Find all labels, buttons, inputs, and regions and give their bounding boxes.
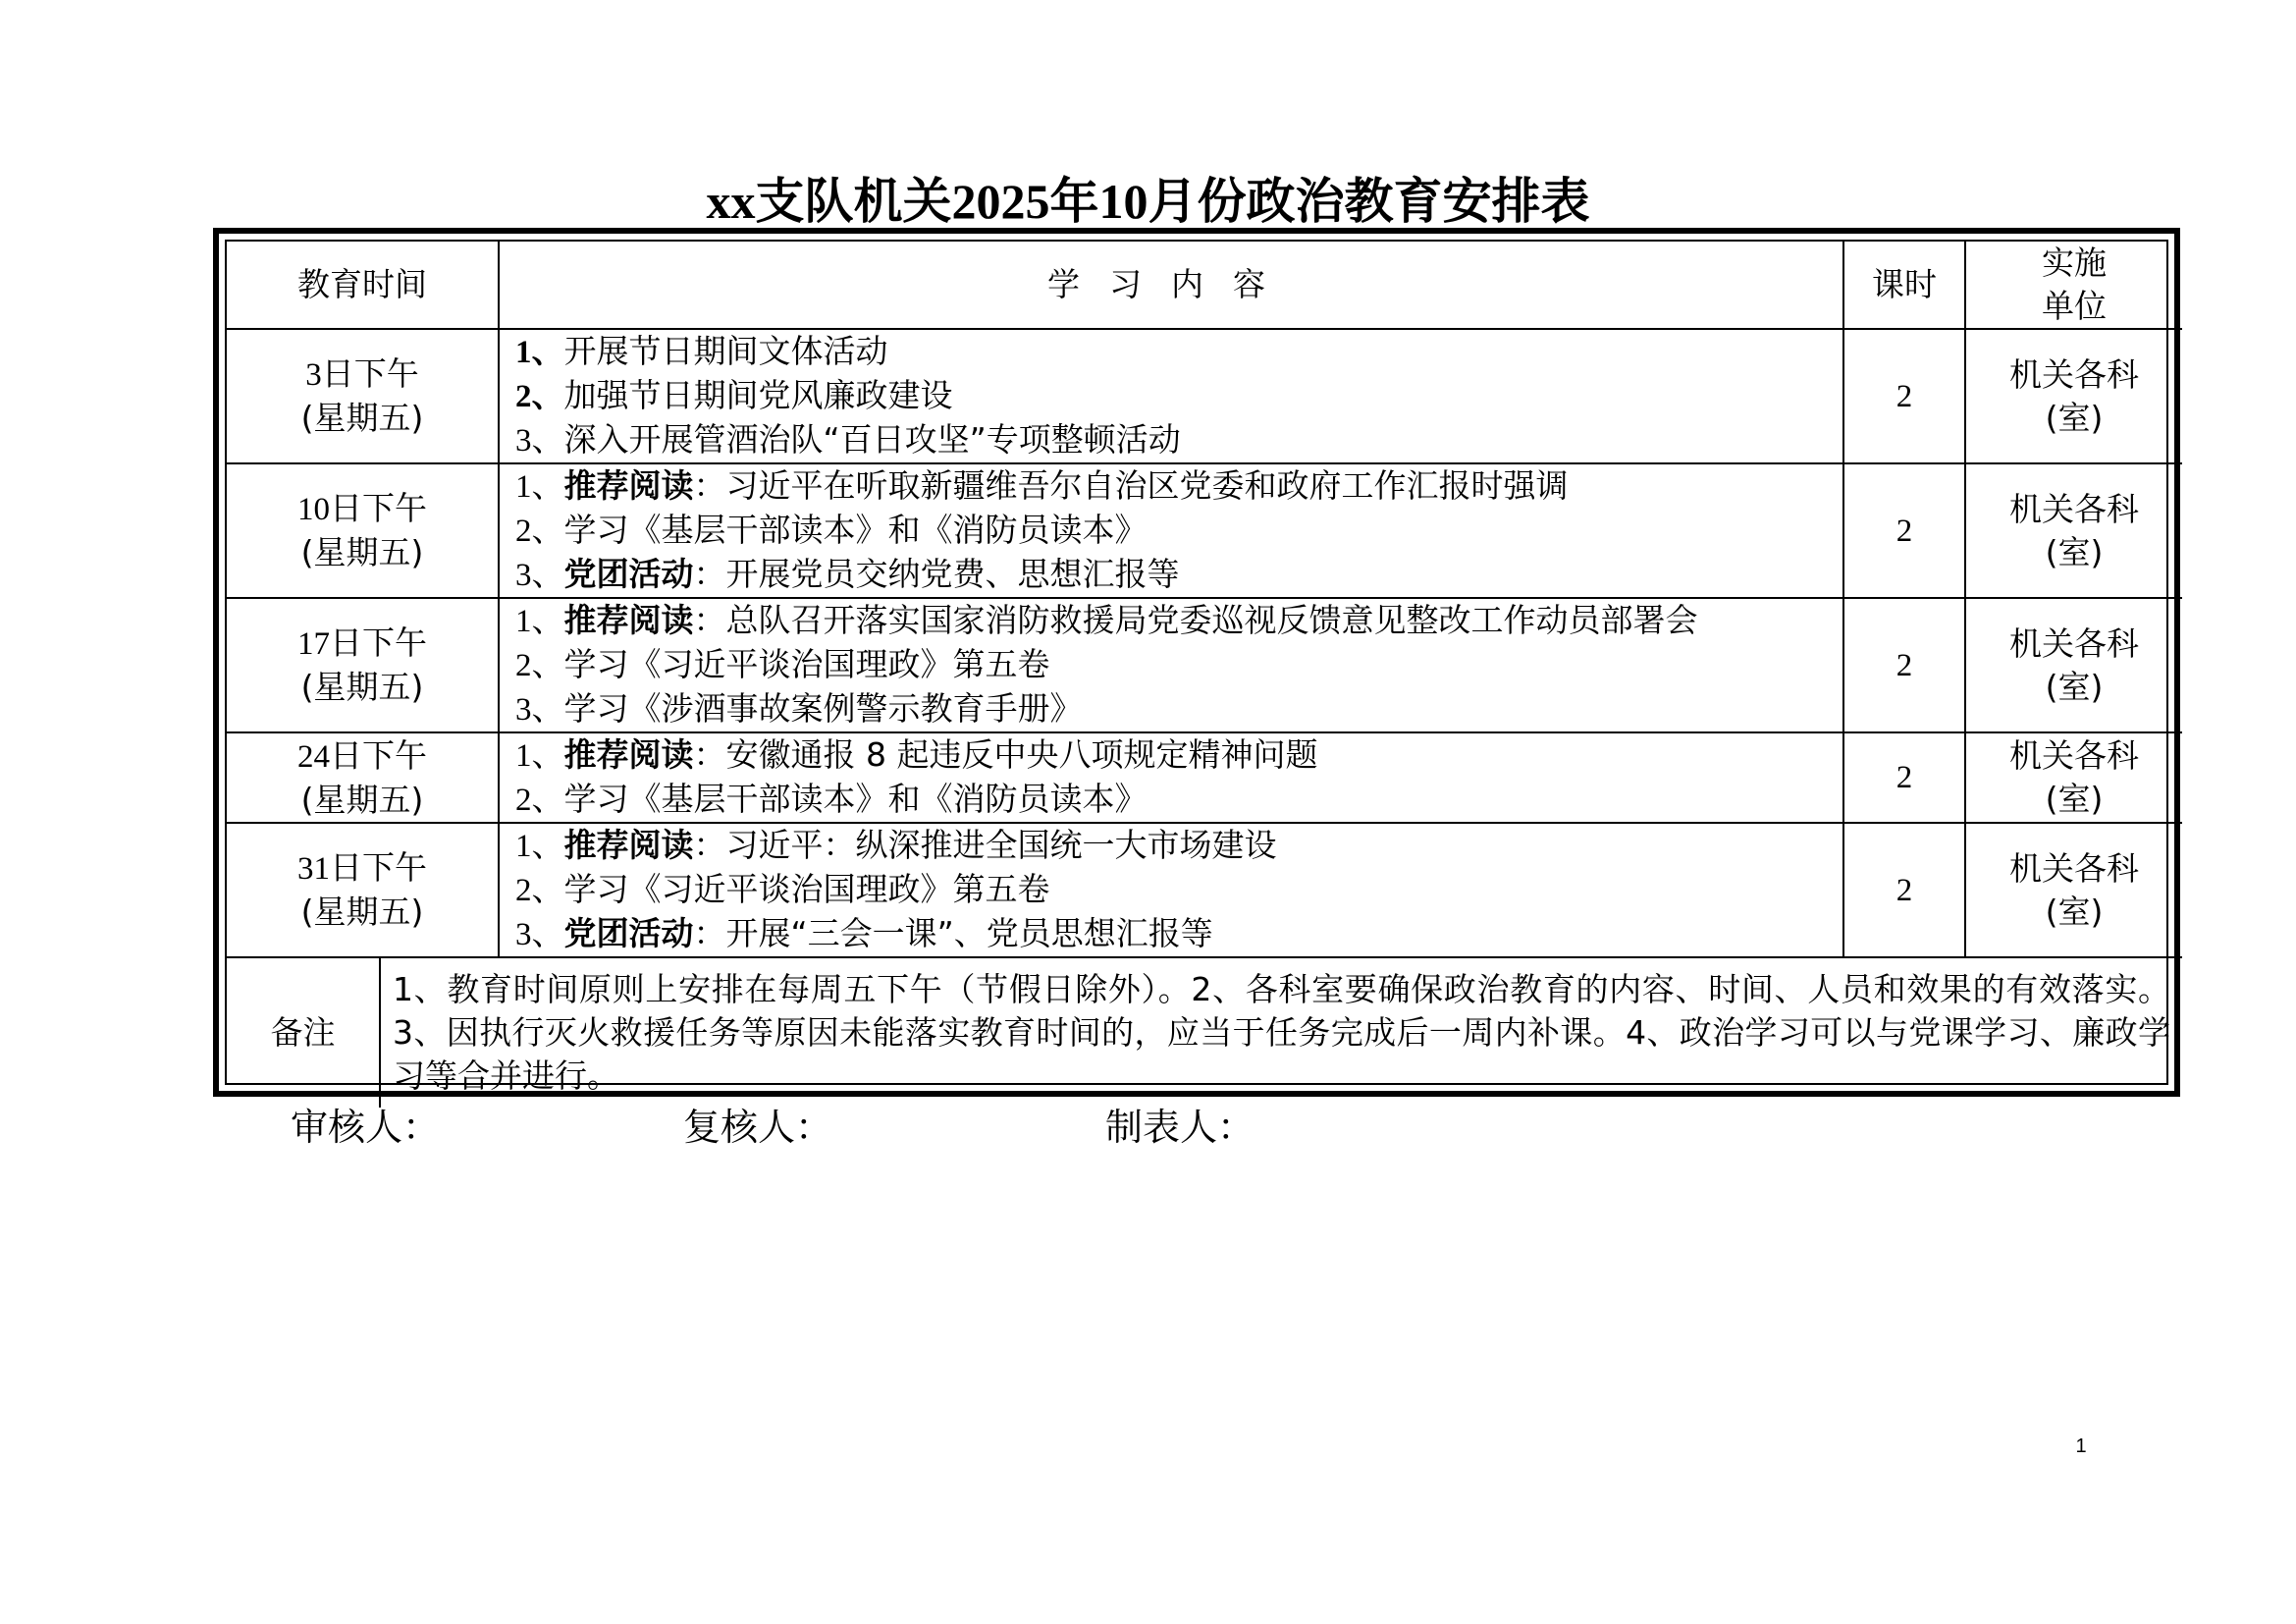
item-label: 推荐阅读 (563, 826, 694, 864)
header-content: 学习内容 (499, 242, 1843, 329)
item-label: 党团活动 (563, 914, 694, 952)
content-cell (499, 732, 1843, 823)
item-separator: 、 (531, 420, 564, 459)
unit-cell (1965, 732, 2182, 823)
item-text: ：开展党员交纳党费、思想汇报等 (693, 555, 1180, 593)
schedule-table-inner-frame (225, 240, 2170, 1095)
time-cell (227, 463, 499, 598)
unit-cell (1965, 823, 2182, 957)
item-number: 3 (515, 917, 532, 952)
item-label: 推荐阅读 (563, 466, 694, 505)
weekday: (星期五) (300, 893, 424, 931)
unit-line1: 机关各科 (2009, 489, 2139, 528)
unit-cell (1965, 463, 2182, 598)
unit-line1: 机关各科 (2009, 354, 2139, 394)
item-number: 1 (515, 335, 532, 370)
content-item (515, 418, 1842, 462)
item-separator: 、 (531, 332, 564, 370)
unit-line2: (室) (2045, 780, 2104, 818)
item-separator: 、 (531, 376, 564, 414)
content-item (515, 553, 1842, 597)
document-title (0, 167, 2296, 236)
item-label: 推荐阅读 (563, 601, 694, 639)
time-cell (227, 732, 499, 823)
item-number: 3 (515, 692, 532, 728)
notes-row (227, 957, 2182, 1108)
day-suffix: 日下午 (330, 735, 427, 775)
table-row (227, 823, 2182, 957)
hours-cell: 2 (1843, 463, 1965, 598)
content-item (515, 868, 1842, 912)
table-row (227, 329, 2182, 463)
content-item (515, 912, 1842, 956)
unit-cell (1965, 598, 2182, 732)
item-separator: 、 (531, 826, 564, 864)
unit-line2: (室) (2045, 892, 2104, 931)
content-item (515, 374, 1842, 418)
weekday: (星期五) (300, 533, 424, 571)
item-label: 党团活动 (563, 555, 694, 593)
unit-cell (1965, 329, 2182, 463)
item-text: ：安徽通报 8 起违反中央八项规定精神问题 (693, 735, 1318, 774)
day-suffix: 日下午 (330, 489, 427, 527)
content-item (515, 824, 1842, 868)
item-text: ：开展“三会一课”、党员思想汇报等 (693, 914, 1213, 952)
item-separator: 、 (531, 780, 564, 818)
notes-text: 1、教育时间原则上安排在每周五下午（节假日除外）。2、各科室要确保政治教育的内容、时间、人员和效果的有效落实。3、因执行灭火救援任务等原因未能落实教育时间的，应当于任务完成后一周内补课。4、政治学习可以与党课学习、廉政学习等合并进行。 (380, 957, 2182, 1108)
item-number: 3 (515, 558, 532, 593)
item-number: 2 (515, 783, 532, 818)
title-part3: 月份政治教育安排表 (1148, 173, 1590, 230)
time-cell (227, 823, 499, 957)
signature-line (0, 1098, 2296, 1157)
weekday: (星期五) (300, 668, 424, 706)
item-separator: 、 (531, 511, 564, 549)
weekday: (星期五) (300, 780, 424, 819)
hours-cell: 2 (1843, 598, 1965, 732)
item-separator: 、 (531, 689, 564, 728)
item-text: 学习《基层干部读本》和《消防员读本》 (563, 511, 1148, 549)
page-number: 1 (2075, 1435, 2087, 1457)
title-part2: 年 (1049, 173, 1099, 230)
title-part1: 支队机关 (755, 173, 952, 230)
item-text: 加强节日期间党风廉政建设 (563, 376, 953, 414)
content-item (515, 330, 1842, 374)
item-text: 学习《习近平谈治国理政》第五卷 (563, 870, 1050, 908)
header-unit-line2: 单位 (2042, 287, 2107, 325)
schedule-table (227, 242, 2182, 1108)
content-item (515, 778, 1842, 822)
item-text: ：习近平：纵深推进全国统一大市场建设 (693, 826, 1277, 864)
content-item (515, 643, 1842, 687)
table-header-row (227, 242, 2182, 329)
unit-line2: (室) (2045, 667, 2104, 706)
schedule-table-frame (213, 228, 2180, 1097)
item-text: 学习《基层干部读本》和《消防员读本》 (563, 780, 1148, 818)
content-cell (499, 598, 1843, 732)
unit-line1: 机关各科 (2009, 848, 2139, 888)
weekday: (星期五) (300, 399, 424, 437)
unit-line1: 机关各科 (2009, 623, 2139, 663)
unit-line1: 机关各科 (2009, 736, 2139, 775)
unit-line2: (室) (2045, 398, 2104, 437)
item-text: ：习近平在听取新疆维吾尔自治区党委和政府工作汇报时强调 (693, 466, 1569, 505)
item-number: 2 (515, 873, 532, 908)
item-number: 2 (515, 648, 532, 683)
content-cell (499, 463, 1843, 598)
day-suffix: 日下午 (330, 623, 427, 662)
preparer-label: 制表人： (1105, 1106, 1255, 1149)
day-number: 3 (305, 357, 322, 393)
day-number: 17 (297, 626, 330, 662)
table-row (227, 598, 2182, 732)
hours-cell: 2 (1843, 732, 1965, 823)
item-separator: 、 (531, 601, 564, 639)
day-number: 24 (297, 738, 330, 775)
item-separator: 、 (531, 870, 564, 908)
item-number: 1 (515, 829, 532, 864)
hours-cell: 2 (1843, 823, 1965, 957)
item-number: 3 (515, 423, 532, 459)
item-text: 学习《习近平谈治国理政》第五卷 (563, 645, 1050, 683)
item-number: 2 (515, 379, 532, 414)
content-cell (499, 823, 1843, 957)
item-number: 2 (515, 514, 532, 549)
title-year: 2025 (951, 174, 1050, 229)
table-row (227, 463, 2182, 598)
content-item (515, 464, 1842, 509)
time-cell (227, 598, 499, 732)
header-time: 教育时间 (227, 242, 499, 329)
item-number: 1 (515, 738, 532, 774)
header-hours: 课时 (1843, 242, 1965, 329)
rechecker-label: 复核人： (683, 1106, 833, 1149)
day-number: 10 (297, 492, 330, 527)
time-cell (227, 329, 499, 463)
day-suffix: 日下午 (321, 354, 419, 393)
item-separator: 、 (531, 466, 564, 505)
item-text: 深入开展管酒治队“百日攻坚”专项整顿活动 (563, 420, 1181, 459)
notes-label: 备注 (227, 957, 380, 1108)
hours-cell: 2 (1843, 329, 1965, 463)
title-month: 10 (1098, 174, 1148, 229)
unit-line2: (室) (2045, 532, 2104, 571)
item-label: 推荐阅读 (563, 735, 694, 774)
day-number: 31 (297, 851, 330, 887)
header-unit-line1: 实施 (2042, 244, 2107, 282)
content-item (515, 733, 1842, 778)
reviewer-label: 审核人： (291, 1106, 441, 1149)
item-separator: 、 (531, 735, 564, 774)
header-unit (1965, 242, 2182, 329)
item-text: ：总队召开落实国家消防救援局党委巡视反馈意见整改工作动员部署会 (693, 601, 1698, 639)
item-separator: 、 (531, 645, 564, 683)
item-number: 1 (515, 469, 532, 505)
item-number: 1 (515, 604, 532, 639)
table-row (227, 732, 2182, 823)
content-item (515, 509, 1842, 553)
item-text: 开展节日期间文体活动 (563, 332, 888, 370)
content-item (515, 687, 1842, 731)
item-separator: 、 (531, 555, 564, 593)
item-text: 学习《涉酒事故案例警示教育手册》 (563, 689, 1083, 728)
title-prefix: xx (706, 174, 756, 229)
content-item (515, 599, 1842, 643)
item-separator: 、 (531, 914, 564, 952)
content-cell (499, 329, 1843, 463)
day-suffix: 日下午 (330, 848, 427, 887)
